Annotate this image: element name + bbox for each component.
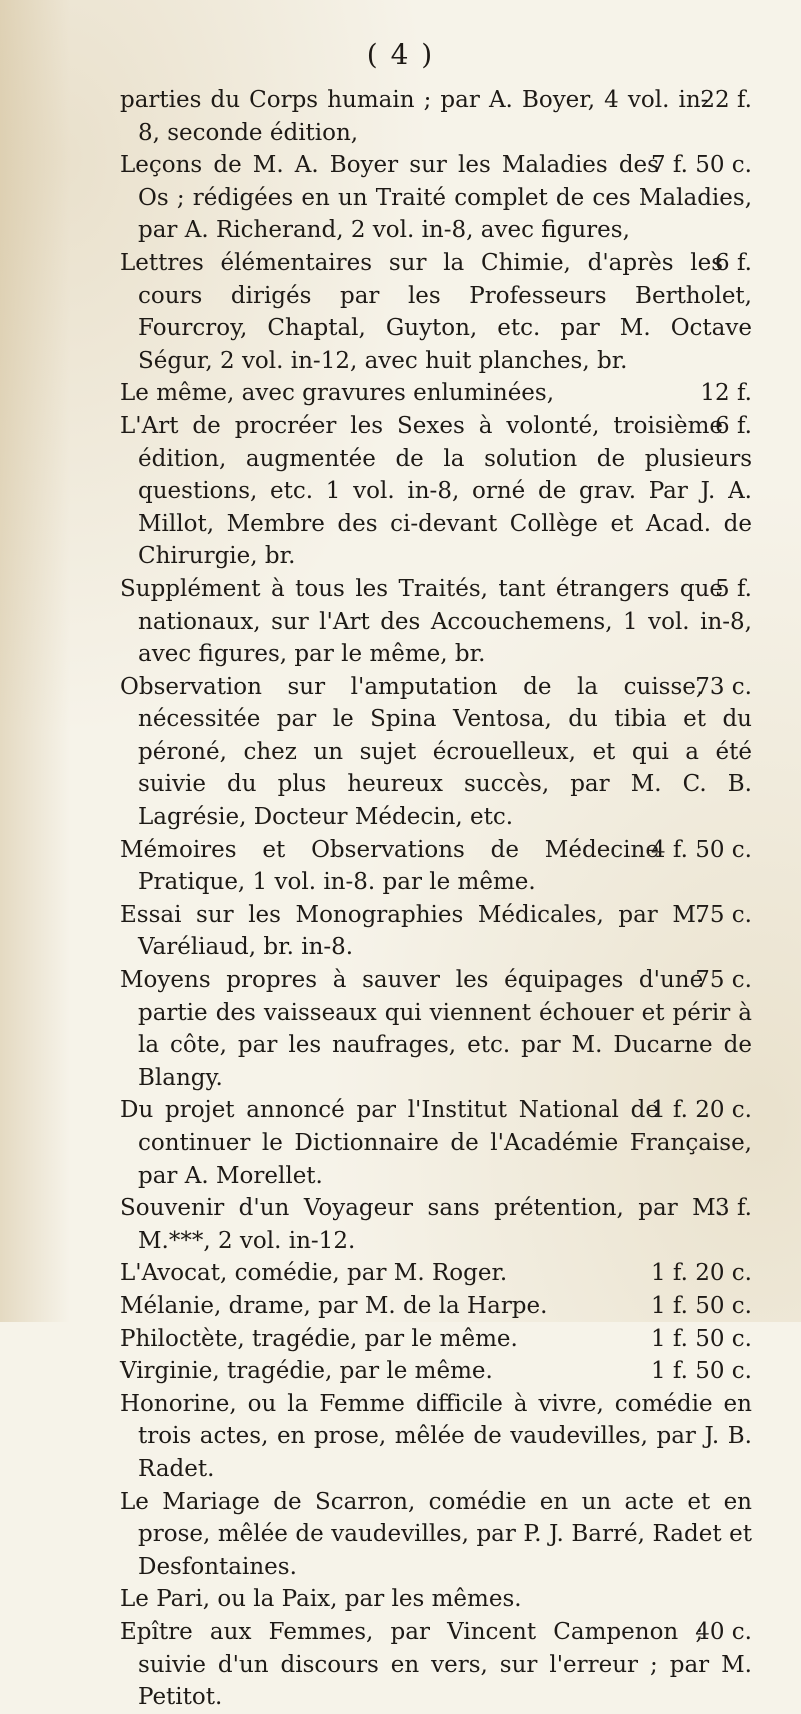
entry-text: parties du Corps humain ; par A. Boyer, 4 vol. in-8, seconde édition, (120, 87, 709, 146)
entry-price: 6 f. (715, 249, 752, 276)
catalogue-entry (120, 1257, 752, 1290)
catalogue-entry (120, 149, 752, 247)
catalogue-entry (120, 1583, 752, 1616)
entry-text: Moyens propres à sauver les équipages d'une partie des vaisseaux qui viennent échouer et périr à la côte, par les naufrages, etc. par M. Ducarne de Blangy. (120, 967, 752, 1091)
entry-price: 75 c. (695, 901, 752, 928)
entry-price: 1 f. 50 c. (650, 1292, 752, 1319)
entry-text: L'Art de procréer les Sexes à volonté, troisième édition, augmentée de la solution de plusieurs questions, etc. 1 vol. in-8, orné de grav. Par J. A. Millot, Membre des ci-devant Collège et Acad. de Chirurgie, br. (120, 412, 752, 570)
entry-text: Essai sur les Monographies Médicales, par M. Varéliaud, br. in-8. (120, 901, 704, 961)
entry-text: Mémoires et Observations de Médecine Pratique, 1 vol. in-8. par le même. (120, 836, 659, 896)
entry-price: 1 f. 50 c. (650, 1325, 752, 1352)
entry-price: 3 f. (715, 1195, 752, 1222)
entry-text: Virginie, tragédie, par le même. (120, 1358, 493, 1385)
catalogue-entry (120, 377, 752, 410)
catalogue-entry (120, 573, 752, 671)
entry-text: Le même, avec gravures enluminées, (120, 380, 555, 407)
entry-text: L'Avocat, comédie, par M. Roger. (120, 1260, 508, 1287)
catalogue-entry (120, 671, 752, 834)
catalogue-entry (120, 247, 752, 377)
entry-price: 1 f. 20 c. (650, 1097, 752, 1124)
catalogue-entry (120, 964, 752, 1094)
entry-text: Philoctète, tragédie, par le même. (120, 1325, 518, 1352)
entry-price: 12 f. (700, 380, 752, 407)
entry-price: 22 f. (700, 87, 752, 113)
entry-price: 5 f. (715, 575, 752, 602)
catalogue-entry (120, 84, 752, 149)
entry-text: Souvenir d'un Voyageur sans prétention, par M. M.***, 2 vol. in-12. (120, 1195, 724, 1254)
entry-text: Observation sur l'amputation de la cuisse, nécessitée par le Spina Ventosa, du tibia et du péroné, chez un sujet écrouelleux, et qui a été suivie du plus heureux succès, par M. C. B. Lagrésie, Docteur Médecin, etc. (120, 673, 752, 831)
entry-text: Epître aux Femmes, par Vincent Campenon ; suivie d'un discours en vers, sur l'erreur ; par M. Petitot. (120, 1618, 752, 1711)
entry-text: Du projet annoncé par l'Institut National de continuer le Dictionnaire de l'Académie Française, par A. Morellet. (120, 1097, 752, 1189)
entry-text: Leçons de M. A. Boyer sur les Maladies des Os ; rédigées en un Traité complet de ces Maladies, par A. Richerand, 2 vol. in-8, avec figures, (120, 152, 752, 244)
entry-price: 75 c. (695, 967, 752, 994)
catalogue-entry (120, 1192, 752, 1257)
entry-price: 1 f. 50 c. (650, 1358, 752, 1385)
catalogue-entry (120, 1355, 752, 1388)
entry-price: 4 f. 50 c. (650, 836, 752, 863)
entry-price: 73 c. (695, 673, 752, 700)
entry-text: Mélanie, drame, par M. de la Harpe. (120, 1292, 548, 1319)
paper-stain (0, 0, 70, 1322)
entry-price: 6 f. (715, 412, 752, 439)
entry-text: Supplément à tous les Traités, tant étrangers que nationaux, sur l'Art des Accouchemens, 1 vol. in-8, avec figures, par le même, br. (120, 575, 752, 668)
entry-text: Le Mariage de Scarron, comédie en un acte et en prose, mêlée de vaudevilles, par P. J. Barré, Radet et Desfontaines. (120, 1488, 752, 1580)
catalogue-entry (120, 1616, 752, 1714)
catalogue-entry (120, 834, 752, 899)
catalogue-entry (120, 1486, 752, 1584)
entry-price: 40 c. (695, 1618, 752, 1645)
entry-text: Le Pari, ou la Paix, par les mêmes. (120, 1586, 522, 1613)
entry-text: Honorine, ou la Femme difficile à vivre, comédie en trois actes, en prose, mêlée de vaudevilles, par J. B. Radet. (120, 1390, 752, 1482)
page-number: ( 4 ) (366, 38, 435, 71)
catalogue-entry (120, 1388, 752, 1486)
catalogue-list (120, 84, 752, 1714)
entry-text: Lettres élémentaires sur la Chimie, d'après les cours dirigés par les Professeurs Bertholet, Fourcroy, Chaptal, Guyton, etc. par M. Octave Ségur, 2 vol. in-12, avec huit planches, br. (120, 249, 752, 374)
catalogue-entry (120, 1290, 752, 1323)
catalogue-entry (120, 899, 752, 964)
entry-price: 1 f. 20 c. (650, 1260, 752, 1287)
catalogue-entry (120, 410, 752, 573)
catalogue-entry (120, 1323, 752, 1356)
entry-price: 7 f. 50 c. (650, 152, 752, 179)
catalogue-entry (120, 1094, 752, 1192)
